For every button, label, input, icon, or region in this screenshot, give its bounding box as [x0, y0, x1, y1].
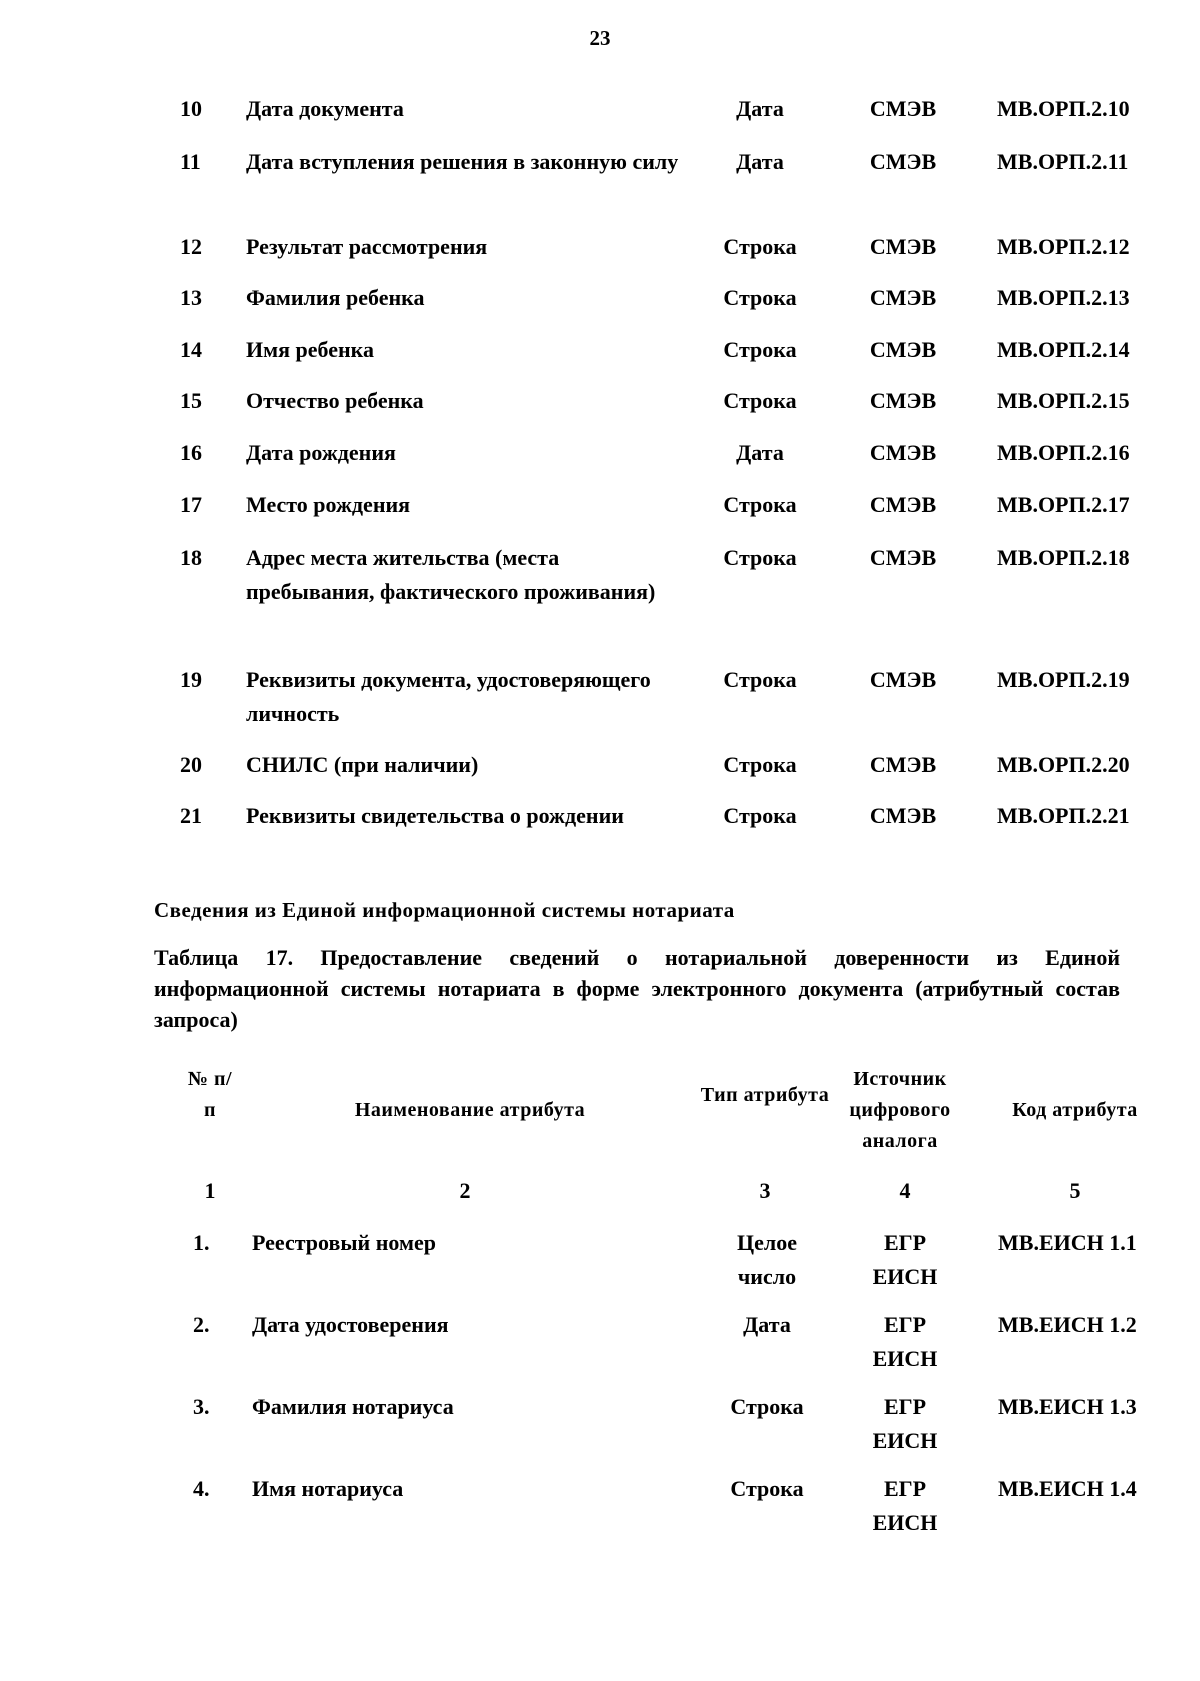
row-number: 1.: [193, 1230, 210, 1255]
attribute-code: МВ.ОРП.2.16: [997, 440, 1130, 465]
table-caption: Таблица 17. Предоставление сведений о нотариальной доверенности из Единой информационной системы нотариата в форме электронного документа (атрибутный состав запроса): [154, 945, 1120, 1032]
attribute-code: МВ.ЕИСН 1.1: [998, 1230, 1137, 1255]
row-number: 16: [180, 440, 202, 465]
attribute-code: МВ.ОРП.2.18: [997, 545, 1130, 570]
attribute-source: СМЭВ: [869, 492, 937, 517]
header-num: № п/ п: [187, 1068, 233, 1121]
attribute-name: Имя нотариуса: [252, 1476, 404, 1501]
row-number: 14: [180, 337, 202, 362]
attribute-code: МВ.ОРП.2.19: [997, 667, 1130, 692]
column-number: 1: [204, 1178, 216, 1203]
attribute-type: Целое число: [737, 1230, 797, 1289]
header-code: Код атрибута: [1012, 1099, 1138, 1121]
row-number: 4.: [193, 1476, 210, 1501]
attribute-type: Дата: [736, 149, 784, 174]
attribute-name: Реквизиты свидетельства о рождении: [246, 803, 624, 828]
row-number: 3.: [193, 1394, 210, 1419]
attribute-name: Место рождения: [246, 492, 411, 517]
row-number: 2.: [193, 1312, 210, 1337]
attribute-source: СМЭВ: [869, 803, 937, 828]
attribute-type: Строка: [723, 285, 797, 310]
column-number: 4: [899, 1178, 911, 1203]
attribute-code: МВ.ЕИСН 1.2: [998, 1312, 1137, 1337]
attribute-code: МВ.ОРП.2.11: [997, 149, 1129, 174]
attribute-type: Строка: [723, 803, 797, 828]
attribute-name: Реквизиты документа, удостоверяющего личность: [246, 667, 651, 726]
attribute-code: МВ.ОРП.2.12: [997, 234, 1130, 259]
attribute-type: Дата: [736, 440, 784, 465]
attribute-name: Дата удостоверения: [252, 1312, 449, 1337]
header-type: Тип атрибута: [700, 1084, 830, 1106]
attribute-type: Строка: [723, 667, 797, 692]
attribute-source: СМЭВ: [869, 234, 937, 259]
attribute-type: Дата: [743, 1312, 791, 1337]
row-number: 18: [180, 545, 202, 570]
attribute-type: Строка: [723, 492, 797, 517]
section-heading: Сведения из Единой информационной системы нотариата: [154, 898, 735, 922]
attribute-source: СМЭВ: [869, 752, 937, 777]
page-number: 23: [589, 26, 611, 50]
attribute-name: Фамилия нотариуса: [252, 1394, 454, 1419]
attribute-code: МВ.ОРП.2.10: [997, 96, 1130, 121]
attribute-code: МВ.ОРП.2.14: [997, 337, 1130, 362]
attribute-code: МВ.ЕИСН 1.4: [998, 1476, 1137, 1501]
attribute-code: МВ.ОРП.2.17: [997, 492, 1130, 517]
attribute-code: МВ.ОРП.2.15: [997, 388, 1130, 413]
attribute-source: ЕГР ЕИСН: [872, 1312, 938, 1371]
attribute-name: Имя ребенка: [246, 337, 374, 362]
attribute-code: МВ.ОРП.2.13: [997, 285, 1130, 310]
attribute-source: ЕГР ЕИСН: [872, 1476, 938, 1535]
row-number: 12: [180, 234, 202, 259]
attribute-name: СНИЛС (при наличии): [246, 752, 479, 777]
attribute-source: ЕГР ЕИСН: [872, 1394, 938, 1453]
attribute-type: Дата: [736, 96, 784, 121]
attribute-source: СМЭВ: [869, 388, 937, 413]
row-number: 11: [180, 149, 201, 174]
column-number: 2: [459, 1178, 471, 1203]
attribute-code: МВ.ОРП.2.20: [997, 752, 1130, 777]
attribute-source: СМЭВ: [869, 285, 937, 310]
row-number: 20: [180, 752, 202, 777]
attribute-name: Отчество ребенка: [246, 388, 424, 413]
attribute-source: ЕГР ЕИСН: [872, 1230, 938, 1289]
attribute-code: МВ.ЕИСН 1.3: [998, 1394, 1137, 1419]
attribute-type: Строка: [723, 388, 797, 413]
row-number: 10: [180, 96, 202, 121]
attribute-name: Дата документа: [246, 96, 404, 121]
attribute-type: Строка: [730, 1476, 804, 1501]
attribute-type: Строка: [723, 337, 797, 362]
header-name: Наименование атрибута: [354, 1099, 586, 1121]
attribute-name: Реестровый номер: [252, 1230, 436, 1255]
row-number: 21: [180, 803, 202, 828]
attribute-code: МВ.ОРП.2.21: [997, 803, 1130, 828]
attribute-name: Адрес места жительства (места пребывания, фактического проживания): [246, 545, 656, 604]
row-number: 13: [180, 285, 202, 310]
attribute-source: СМЭВ: [869, 440, 937, 465]
column-number: 3: [759, 1178, 771, 1203]
attribute-name: Дата рождения: [246, 440, 396, 465]
attribute-name: Результат рассмотрения: [246, 234, 488, 259]
attribute-name: Фамилия ребенка: [246, 285, 425, 310]
row-number: 17: [180, 492, 202, 517]
attribute-type: Строка: [723, 234, 797, 259]
attribute-name: Дата вступления решения в законную силу: [246, 149, 679, 174]
attribute-type: Строка: [723, 752, 797, 777]
attribute-source: СМЭВ: [869, 96, 937, 121]
column-number: 5: [1069, 1178, 1081, 1203]
row-number: 15: [180, 388, 202, 413]
attribute-source: СМЭВ: [869, 149, 937, 174]
attribute-type: Строка: [730, 1394, 804, 1419]
attribute-source: СМЭВ: [869, 667, 937, 692]
attribute-source: СМЭВ: [869, 337, 937, 362]
attribute-type: Строка: [723, 545, 797, 570]
attribute-source: СМЭВ: [869, 545, 937, 570]
row-number: 19: [180, 667, 202, 692]
header-source: Источник цифрового аналога: [849, 1068, 951, 1152]
